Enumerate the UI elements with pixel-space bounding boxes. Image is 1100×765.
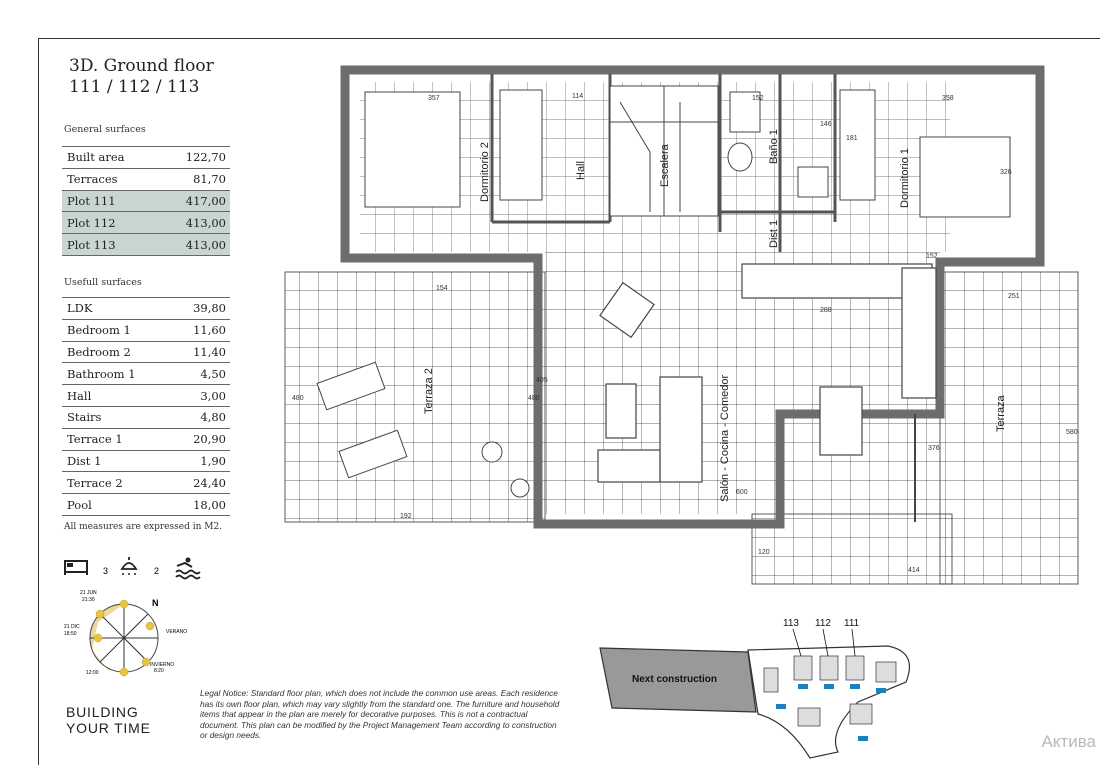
sink xyxy=(728,143,752,171)
lot-113-label: 113 xyxy=(783,618,799,629)
surface-value: 39,80 xyxy=(171,298,230,320)
surface-row xyxy=(62,472,230,494)
surface-value: 81,70 xyxy=(159,168,230,190)
surface-value: 413,00 xyxy=(159,234,230,256)
surface-row xyxy=(62,406,230,428)
brand-line2: YOUR TIME xyxy=(66,720,151,736)
surface-value: 11,40 xyxy=(171,341,230,363)
dim-label: 154 xyxy=(436,285,448,292)
surface-row xyxy=(62,212,230,234)
lot-112-label: 112 xyxy=(815,618,831,629)
surface-label: Dist 1 xyxy=(62,450,171,472)
measures-note: All measures are expressed in M2. xyxy=(64,522,223,532)
feature-icons-svg xyxy=(64,555,234,581)
dim-label: 376 xyxy=(928,445,940,452)
wardrobe-1 xyxy=(840,90,875,200)
bed-icon xyxy=(65,561,87,575)
room-salon-cocina-comedor: Salón - Cocina - Comedor xyxy=(719,374,731,502)
bed-1-furniture xyxy=(920,137,1010,217)
dining-table xyxy=(820,387,862,455)
surface-label: Stairs xyxy=(62,406,171,428)
winter-label: 21 DIC xyxy=(64,624,80,630)
bed-2-furniture xyxy=(365,92,460,207)
surface-label: Bathroom 1 xyxy=(62,363,171,385)
surface-label: Bedroom 1 xyxy=(62,319,171,341)
dim-label: 358 xyxy=(942,95,954,102)
dim-label: 192 xyxy=(400,513,412,520)
surface-value: 1,90 xyxy=(171,450,230,472)
summer-word: VERANO xyxy=(166,629,188,635)
surface-row xyxy=(62,450,230,472)
brand-line1: BUILDING xyxy=(66,704,139,720)
general-surfaces-table xyxy=(62,146,230,256)
room-dist-1: Dist 1 xyxy=(768,219,780,248)
next-construction-label: Next construction xyxy=(632,674,718,685)
surface-value: 3,00 xyxy=(171,385,230,407)
shower-icon xyxy=(122,557,136,575)
room-terraza-2: Terraza 2 xyxy=(423,368,435,414)
dim-label: 480 xyxy=(528,395,540,402)
sofa-chaise xyxy=(598,450,660,482)
surface-label: Plot 112 xyxy=(62,212,159,234)
surface-label: Terrace 2 xyxy=(62,472,171,494)
surface-row xyxy=(62,341,230,363)
title-units: 111 / 112 / 113 xyxy=(69,77,200,97)
brand-logo xyxy=(66,704,151,736)
watermark: Актива xyxy=(1041,732,1096,751)
surface-label: Hall xyxy=(62,385,171,407)
room-hall: Hall xyxy=(575,161,587,180)
dim-label: 152 xyxy=(926,253,938,260)
winter-time: 18:50 xyxy=(64,631,77,637)
site-map xyxy=(588,612,924,762)
surface-value: 417,00 xyxy=(159,190,230,212)
surface-value: 4,50 xyxy=(171,363,230,385)
south-time: 12:00 xyxy=(86,670,99,676)
dim-label: 146 xyxy=(820,121,832,128)
feature-icons xyxy=(64,555,234,585)
lot-111-label: 111 xyxy=(844,618,860,629)
surface-label: Terraces xyxy=(62,168,159,190)
surface-row xyxy=(62,428,230,450)
surface-label: Terrace 1 xyxy=(62,428,171,450)
surface-label: Plot 113 xyxy=(62,234,159,256)
sofa xyxy=(660,377,702,482)
room-terraza: Terraza xyxy=(995,395,1007,432)
surface-label: Bedroom 2 xyxy=(62,341,171,363)
legal-notice: Legal Notice: Standard floor plan, which does not include the common use areas. Each residence has its own floor plan, which may vary slightly from the standard one. The furniture and household items that appear in the plan are merely for decorative purposes. This is not a contractual document. This plan can be modified by the Project Management Team according to construction or design needs. xyxy=(200,688,560,741)
surface-row xyxy=(62,385,230,407)
surface-label: LDK xyxy=(62,298,171,320)
surface-row xyxy=(62,147,230,169)
dim-label: 405 xyxy=(536,377,548,384)
dim-label: 480 xyxy=(292,395,304,402)
room-dormitorio-1: Dormitorio 1 xyxy=(899,148,911,208)
appliance xyxy=(798,167,828,197)
useful-surfaces-heading: Usefull surfaces xyxy=(64,277,142,288)
surface-row xyxy=(62,319,230,341)
winter-time-morning: 8:20 xyxy=(154,668,164,674)
dim-label: 414 xyxy=(908,567,920,574)
surface-row xyxy=(62,363,230,385)
useful-surfaces-table xyxy=(62,297,230,516)
summer-time: 21:30 xyxy=(82,597,95,603)
surface-label: Plot 111 xyxy=(62,190,159,212)
kitchen-column xyxy=(902,268,936,398)
bathrooms-count: 2 xyxy=(154,566,160,576)
surface-value: 24,40 xyxy=(171,472,230,494)
floor-plan xyxy=(280,62,1080,590)
dim-label: 288 xyxy=(820,307,832,314)
dim-label: 114 xyxy=(572,93,584,100)
surface-value: 4,80 xyxy=(171,406,230,428)
dim-label: 120 xyxy=(758,549,770,556)
surface-row xyxy=(62,168,230,190)
side-table xyxy=(482,442,502,462)
coffee-table xyxy=(606,384,636,438)
surface-label: Built area xyxy=(62,147,159,169)
surface-value: 20,90 xyxy=(171,428,230,450)
room-escalera: Escalera xyxy=(659,144,671,187)
surface-label: Pool xyxy=(62,494,171,516)
surface-value: 18,00 xyxy=(171,494,230,516)
room-bano-1: Baño 1 xyxy=(768,129,780,164)
surface-value: 413,00 xyxy=(159,212,230,234)
surface-row xyxy=(62,234,230,256)
surface-row xyxy=(62,494,230,516)
sun-orientation-diagram xyxy=(62,586,202,678)
pool-icon xyxy=(176,558,200,579)
wardrobe-2 xyxy=(500,90,542,200)
plant-pot xyxy=(511,479,529,497)
summer-label: 21 JUN xyxy=(80,590,97,596)
dim-label: 580 xyxy=(1066,429,1078,436)
terrace-area xyxy=(940,272,1078,584)
room-dormitorio-2: Dormitorio 2 xyxy=(479,142,491,202)
title-floor: 3D. Ground floor xyxy=(69,56,214,76)
surface-value: 11,60 xyxy=(171,319,230,341)
dim-label: 600 xyxy=(736,489,748,496)
bedrooms-count: 3 xyxy=(103,566,109,576)
dim-label: 181 xyxy=(846,135,858,142)
dim-label: 326 xyxy=(1000,169,1012,176)
surface-row xyxy=(62,298,230,320)
dim-label: 357 xyxy=(428,95,440,102)
surface-row xyxy=(62,190,230,212)
dim-label: 251 xyxy=(1008,293,1020,300)
dim-label: 152 xyxy=(752,95,764,102)
general-surfaces-heading: General surfaces xyxy=(64,124,146,135)
surface-value: 122,70 xyxy=(159,147,230,169)
north-marker: N xyxy=(152,598,159,608)
winter-word: INVIERNO xyxy=(150,662,175,668)
page-title xyxy=(69,56,214,98)
